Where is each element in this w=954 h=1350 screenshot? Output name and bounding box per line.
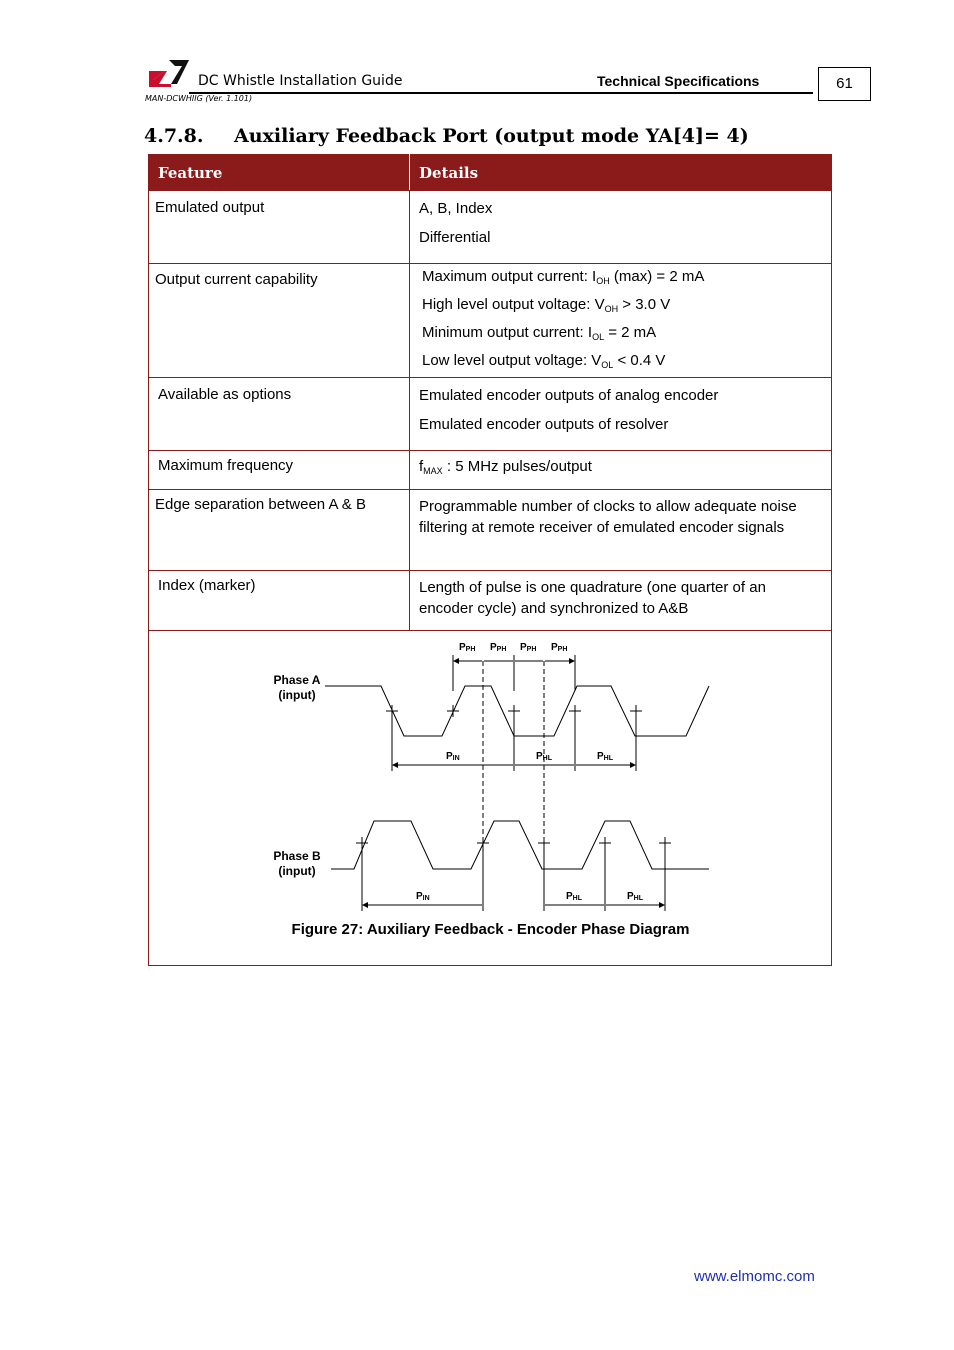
guide-title: DC Whistle Installation Guide <box>198 73 403 89</box>
details-cell <box>410 191 832 264</box>
details-line: Emulated encoder outputs of analog encoder <box>419 387 719 404</box>
pin-label: PIN <box>416 891 430 902</box>
encoder-phase-diagram <box>149 631 830 921</box>
phl-label: PHL <box>536 751 553 762</box>
column-header-feature: Feature <box>149 155 410 191</box>
phl-label: PHL <box>597 751 614 762</box>
feature-cell: Emulated output <box>149 191 410 264</box>
figure-cell <box>149 631 832 966</box>
details-line: High level output voltage: $V_{OH} > 3.0$ V <box>422 296 671 314</box>
phase-b-label: Phase B <box>273 849 321 863</box>
table-header-row <box>149 155 832 191</box>
pph-label: PPH <box>490 642 507 653</box>
section-number: 4.7.8. <box>144 125 204 147</box>
table-row <box>149 490 832 571</box>
page-number: 61 <box>818 67 871 101</box>
pph-label: PPH <box>520 642 537 653</box>
phase-b-input-label: (input) <box>278 864 316 878</box>
details-cell <box>410 571 832 631</box>
details-line: Programmable number of clocks to allow adequate noise filtering at remote receiver of emulated encoder signals <box>419 498 797 536</box>
details-line: Differential <box>419 229 491 246</box>
feature-cell: Edge separation between A & B <box>149 490 410 571</box>
details-line: Emulated encoder outputs of resolver <box>419 416 669 433</box>
phase-b-edge-marks <box>356 837 671 849</box>
details-line: A, B, Index <box>419 200 493 217</box>
table-row <box>149 264 832 378</box>
details-line: Minimum output current: $I_{OL} = 2$ mA <box>422 324 657 342</box>
doc-version: MAN-DCWHIIG (Ver. 1.101) <box>145 94 253 103</box>
figure-row <box>149 631 832 966</box>
phl-label: PHL <box>566 891 583 902</box>
phl-label: PHL <box>627 891 644 902</box>
pph-label: PPH <box>459 642 476 653</box>
table-row <box>149 571 832 631</box>
website-link[interactable]: www.elmomc.com <box>694 1268 815 1285</box>
column-header-details: Details <box>410 155 832 191</box>
elmo-logo-icon <box>149 58 189 88</box>
details-line: Low level output voltage: $V_{OL} < 0.4$ V <box>422 352 666 370</box>
pin-label: PIN <box>446 751 460 762</box>
table-row <box>149 451 832 490</box>
details-line: $f_{MAX}$ : 5 MHz pulses/output <box>419 458 592 476</box>
feature-cell: Maximum frequency <box>149 451 410 490</box>
details-cell <box>410 378 832 451</box>
table-row <box>149 191 832 264</box>
details-cell <box>410 490 832 571</box>
spec-table <box>148 154 832 966</box>
header-rule <box>189 92 813 94</box>
phase-b-waveform <box>331 821 709 869</box>
table-row <box>149 378 832 451</box>
feature-cell: Index (marker) <box>149 571 410 631</box>
details-cell <box>410 264 832 378</box>
details-cell <box>410 451 832 490</box>
feature-cell: Output current capability <box>149 264 410 378</box>
phase-a-edge-marks <box>386 705 642 717</box>
details-line: Maximum output current: $I_{OH}$ (max) = 2 mA <box>422 268 705 286</box>
section-heading: Auxiliary Feedback Port (output mode YA[4]= 4) <box>234 125 749 147</box>
figure-caption: Figure 27: Auxiliary Feedback - Encoder Phase Diagram <box>291 921 690 938</box>
feature-cell: Available as options <box>149 378 410 451</box>
phase-a-label: Phase A <box>273 673 321 687</box>
details-line: Length of pulse is one quadrature (one quarter of an encoder cycle) and synchronized to A&B <box>419 579 766 617</box>
phase-a-input-label: (input) <box>278 688 316 702</box>
pph-label: PPH <box>551 642 568 653</box>
section-title: Technical Specifications <box>597 73 760 89</box>
